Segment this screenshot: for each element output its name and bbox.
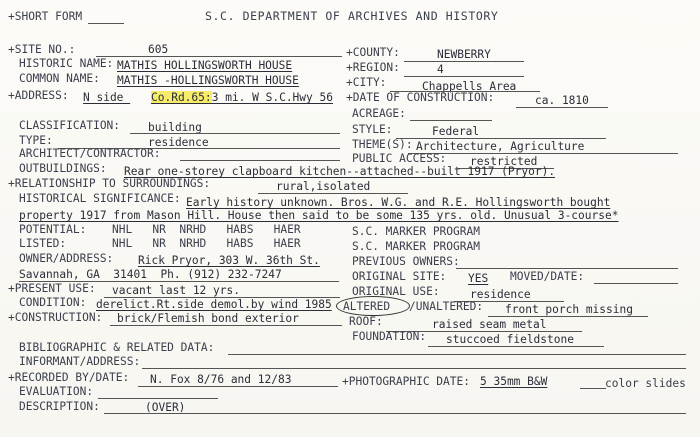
construction-label: +CONSTRUCTION: — [8, 311, 103, 324]
owner-value-line1: Rick Pryor, 303 W. 36th St. — [138, 254, 320, 267]
address-value-road: Co.Rd.65: — [151, 91, 212, 104]
region-label: +REGION: — [346, 61, 400, 74]
listed-options: NHL NR NRHD HABS HAER — [112, 237, 301, 250]
type-value: residence — [148, 136, 209, 149]
evaluation-line — [98, 398, 218, 399]
owner-label: OWNER/ADDRESS: — [19, 252, 114, 265]
roof-value: raised seam metal — [432, 318, 547, 331]
short-form-label: +SHORT FORM — [8, 10, 83, 23]
historic-name-label: HISTORIC NAME: — [19, 57, 114, 70]
date-construction-label: +DATE OF CONSTRUCTION: — [346, 91, 495, 104]
architect-label: ARCHITECT/CONTRACTOR: — [19, 147, 161, 160]
address-value-prefix: N side — [83, 91, 131, 104]
relationship-line — [258, 193, 408, 194]
site-no-line — [96, 56, 342, 57]
common-name-value: MATHIS -HOLLINGSWORTH HOUSE — [117, 74, 299, 87]
owner-value-line2: Savannah, GA 31401 Ph. (912) 232-7247 — [19, 268, 282, 281]
description-line — [104, 413, 686, 414]
altered-circle — [336, 296, 410, 316]
public-access-value: restricted — [470, 155, 538, 168]
acreage-line — [410, 120, 492, 121]
color-slides-line — [580, 388, 606, 389]
original-use-value: residence — [470, 288, 531, 301]
historical-significance-line2: property 1917 from Mason Hill. House then said to be some 135 yrs. old. Unusual 3-course* — [19, 209, 619, 222]
original-use-label: ORIGINAL USE: — [352, 285, 440, 298]
architect-line — [180, 160, 340, 161]
city-label: +CITY: — [346, 76, 387, 89]
acreage-label: ACREAGE: — [352, 107, 406, 120]
marker-program-2: S.C. MARKER PROGRAM — [352, 240, 480, 253]
potential-options: NHL NR NRHD HABS HAER — [112, 223, 301, 236]
moved-date-label: MOVED/DATE: — [510, 270, 585, 283]
color-slides-label: color slides — [605, 377, 686, 390]
historic-name-value: MATHIS HOLLINGSWORTH HOUSE — [117, 59, 293, 72]
relationship-label: +RELATIONSHIP TO SURROUNDINGS: — [8, 177, 211, 190]
foundation-line — [428, 346, 604, 347]
present-use-value: vacant last 12 yrs. — [112, 284, 240, 297]
theme-line — [408, 153, 678, 154]
previous-owners-label: PREVIOUS OWNERS: — [352, 255, 460, 268]
present-use-label: +PRESENT USE: — [8, 282, 96, 295]
foundation-label: FOUNDATION: — [352, 330, 427, 343]
roof-label: ROOF: — [349, 315, 383, 328]
historical-significance-line1: Early history unknown. Bros. W.G. and R.E. Hollingsworth bought — [186, 196, 611, 209]
common-name-label: COMMON NAME: — [19, 72, 100, 85]
outbuildings-label: OUTBUILDINGS: — [19, 162, 107, 175]
unaltered-label: /UNALTERED: — [409, 300, 484, 313]
relationship-value: rural,isolated — [276, 180, 371, 193]
outbuildings-value: Rear one-storey clapboard kitchen--attached--built 1917 (Pryor). — [124, 165, 556, 178]
theme-label: THEME(S): — [352, 138, 413, 151]
address-label: +ADDRESS: — [8, 89, 69, 102]
county-line — [404, 61, 524, 62]
marker-program-1: S.C. MARKER PROGRAM — [352, 225, 480, 238]
description-value: (OVER) — [145, 401, 186, 414]
region-line — [404, 76, 524, 77]
photographic-date-label: +PHOTOGRAPHIC DATE: — [342, 375, 470, 388]
original-site-label: ORIGINAL SITE: — [352, 270, 447, 283]
informant-label: INFORMANT/ADDRESS: — [19, 355, 141, 368]
potential-label: POTENTIAL: — [19, 223, 87, 236]
bibliographic-label: BIBLIOGRAPHIC & RELATED DATA: — [19, 341, 215, 354]
construction-value: brick/Flemish bond exterior — [117, 312, 299, 325]
condition-value: derelict.Rt.side demol.by wind 1985 — [96, 298, 332, 311]
short-form-line — [88, 23, 124, 24]
style-label: STYLE: — [352, 123, 393, 136]
public-access-label: PUBLIC ACCESS: — [352, 152, 447, 165]
altered-value: front porch missing — [505, 303, 633, 316]
original-site-value: YES — [468, 272, 489, 285]
photographic-date-value: 5 35mm B&W — [480, 375, 548, 388]
style-value: Federal — [432, 125, 480, 138]
region-value: 4 — [437, 63, 444, 76]
county-label: +COUNTY: — [346, 46, 400, 59]
recorded-by-line — [138, 386, 338, 387]
date-construction-line — [516, 107, 608, 108]
document-title: S.C. DEPARTMENT OF ARCHIVES AND HISTORY — [205, 9, 499, 23]
historical-significance-label: HISTORICAL SIGNIFICANCE: — [19, 192, 181, 205]
site-no-label: +SITE NO.: — [8, 43, 76, 56]
classification-label: CLASSIFICATION: — [19, 119, 121, 132]
previous-owners-line — [456, 268, 678, 269]
site-no-value: 605 — [148, 43, 169, 56]
evaluation-label: EVALUATION: — [19, 385, 94, 398]
county-value: NEWBERRY — [437, 48, 491, 61]
condition-label: CONDITION: — [19, 296, 87, 309]
description-label: DESCRIPTION: — [19, 400, 100, 413]
foundation-value: stuccoed fieldstone — [446, 333, 574, 346]
classification-value: building — [148, 121, 202, 134]
classification-line — [130, 133, 340, 134]
date-construction-value: ca. 1810 — [535, 94, 589, 107]
type-label: TYPE: — [19, 134, 53, 147]
moved-date-line — [594, 283, 678, 284]
recorded-by-label: +RECORDED BY/DATE: — [8, 371, 130, 384]
theme-value: Architecture, Agriculture — [416, 140, 585, 153]
listed-label: LISTED: — [19, 237, 67, 250]
informant-line — [142, 368, 686, 369]
altered-line — [488, 316, 648, 317]
recorded-by-value: N. Fox 8/76 and 12/83 — [150, 373, 292, 386]
bibliographic-line — [228, 354, 686, 355]
address-value-suffix: 3 mi. W S.C.Hwy 56 — [205, 91, 333, 104]
city-value: Chappells Area — [422, 80, 517, 93]
style-line — [396, 138, 606, 139]
construction-line — [110, 325, 342, 326]
altered-label: ALTERED — [343, 300, 391, 313]
